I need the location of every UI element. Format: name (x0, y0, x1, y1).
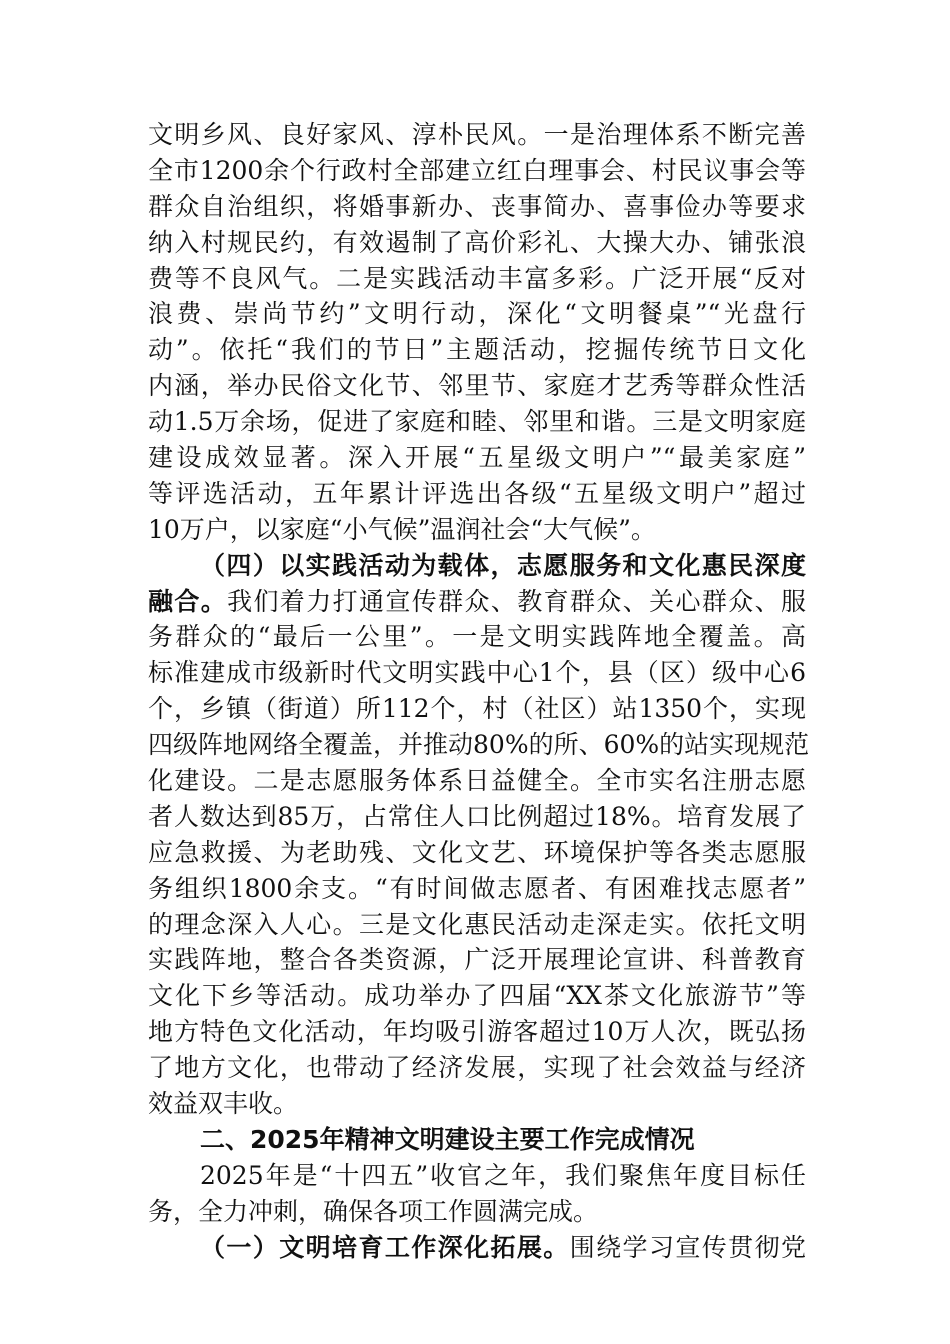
text-line (148, 296, 806, 332)
bold-lead-text: 融合。 (148, 586, 228, 616)
text-line (148, 404, 806, 440)
text-line (148, 225, 806, 261)
body-text: 群众自治组织，将婚事新办、丧事简办、喜事俭办等要求 (148, 191, 806, 221)
text-line (148, 799, 806, 835)
bold-lead-text: （一）文明培育工作深化拓展。 (200, 1232, 570, 1262)
body-text: 动1.5万余场，促进了家庭和睦、邻里和谐。三是文明家庭 (148, 407, 806, 437)
body-text: 实践阵地，整合各类资源，广泛开展理论宣讲、科普教育 (148, 945, 806, 975)
body-text: 建设成效显著。深入开展“五星级文明户”“最美家庭” (148, 443, 806, 473)
body-text: 地方特色文化活动，年均吸引游客超过10万人次，既弘扬 (148, 1017, 806, 1047)
text-line (148, 261, 806, 297)
text-line (148, 1194, 806, 1230)
text-line (148, 332, 806, 368)
body-text: 10万户，以家庭“小气候”温润社会“大气候”。 (148, 514, 656, 544)
body-text: 标准建成市级新时代文明实践中心1个，县（区）级中心6 (148, 658, 806, 688)
text-line (148, 117, 806, 153)
body-text: 务群众的“最后一公里”。一是文明实践阵地全覆盖。高 (148, 622, 806, 652)
body-text: 围绕学习宣传贯彻党 (569, 1232, 806, 1262)
text-line (148, 619, 806, 655)
text-line (148, 691, 806, 727)
text-line (148, 512, 806, 548)
body-text: 了地方文化，也带动了经济发展，实现了社会效益与经济 (148, 1053, 806, 1083)
text-line (148, 368, 806, 404)
text-line (148, 1050, 806, 1086)
text-line (148, 871, 806, 907)
document-page (148, 117, 810, 1266)
body-text: 费等不良风气。二是实践活动丰富多彩。广泛开展“反对 (148, 263, 806, 293)
bold-lead-text: （四）以实践活动为载体，志愿服务和文化惠民深度 (200, 550, 806, 580)
text-line (148, 189, 806, 225)
body-text: 的理念深入人心。三是文化惠民活动走深走实。依托文明 (148, 909, 806, 939)
section-heading (148, 1122, 806, 1158)
body-text: 动”。依托“我们的节日”主题活动，挖掘传统节日文化 (148, 335, 806, 365)
text-line (148, 584, 806, 620)
body-text: 文明乡风、良好家风、淳朴民风。一是治理体系不断完善 (148, 120, 806, 149)
body-text: 纳入村规民约，有效遏制了高价彩礼、大操大办、铺张浪 (148, 227, 806, 257)
body-text: 效益双丰收。 (148, 1089, 299, 1119)
body-text: 应急救援、为老助残、文化文艺、环境保护等各类志愿服 (148, 837, 806, 867)
body-text: 四级阵地网络全覆盖，并推动80%的所、60%的站实现规范 (148, 730, 810, 760)
body-text: 内涵，举办民俗文化节、邻里节、家庭才艺秀等群众性活 (148, 371, 806, 401)
body-text: 我们着力打通宣传群众、教育群众、关心群众、服 (227, 586, 806, 616)
text-line (148, 476, 806, 512)
text-line (148, 153, 806, 189)
body-text: 务组织1800余支。“有时间做志愿者、有困难找志愿者” (148, 873, 806, 903)
body-text: 等评选活动，五年累计评选出各级“五星级文明户”超过 (148, 478, 806, 508)
body-text: 者人数达到85万，占常住人口比例超过18%。培育发展了 (148, 801, 806, 831)
text-line (148, 548, 806, 584)
text-line (148, 727, 810, 763)
text-line (148, 1158, 806, 1194)
text-line (148, 440, 806, 476)
text-line (148, 1014, 806, 1050)
text-line (148, 1230, 806, 1266)
body-text: 务，全力冲刺，确保各项工作圆满完成。 (148, 1196, 599, 1226)
body-text: 个，乡镇（街道）所112个，村（社区）站1350个，实现 (148, 694, 806, 724)
body-text: 2025年是“十四五”收官之年，我们聚焦年度目标任 (200, 1160, 806, 1190)
body-text: 文化下乡等活动。成功举办了四届“XX茶文化旅游节”等 (148, 981, 806, 1011)
text-line (148, 978, 806, 1014)
body-text: 化建设。二是志愿服务体系日益健全。全市实名注册志愿 (148, 766, 806, 796)
body-text: 全市1200余个行政村全部建立红白理事会、村民议事会等 (148, 155, 806, 185)
text-line (148, 1086, 806, 1122)
text-line (148, 835, 806, 871)
body-text: 浪费、崇尚节约”文明行动，深化“文明餐桌”“光盘行 (148, 299, 806, 329)
text-line (148, 942, 806, 978)
text-line (148, 907, 806, 943)
body-text: 二、2025年精神文明建设主要工作完成情况 (200, 1124, 695, 1154)
text-line (148, 655, 806, 691)
text-line (148, 763, 806, 799)
